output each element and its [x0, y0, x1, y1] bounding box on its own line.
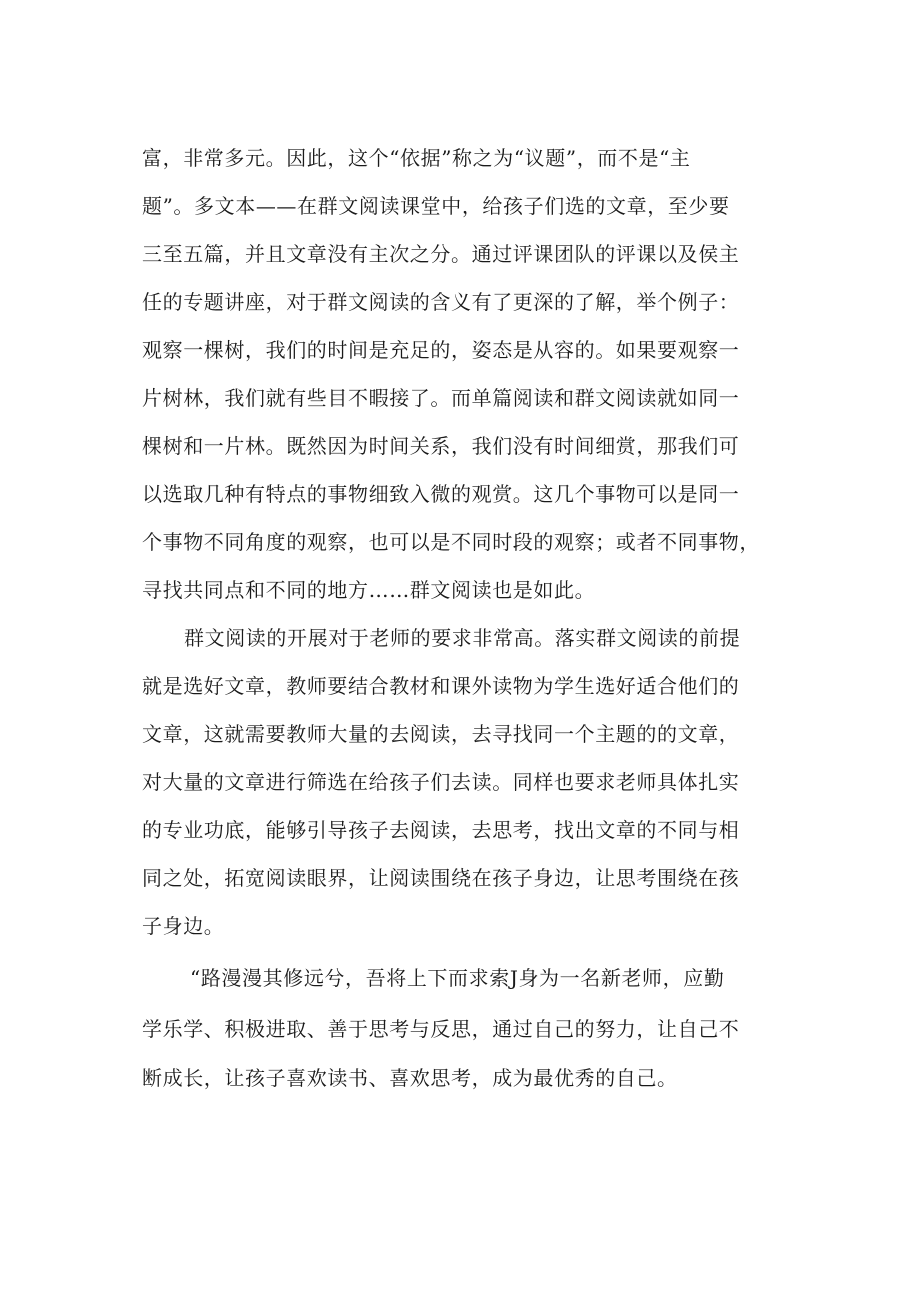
p2-line-1: 群文阅读的开展对于老师的要求非常高。落实群文阅读的前提 — [184, 626, 741, 650]
p1-line-1: 富，非常多元。因此，这个“依据”称之为“议题”，而不是“主 — [142, 146, 691, 170]
p1-line-2: 题”。多文本——在群文阅读课堂中，给孩子们选的文章，至少要 — [142, 194, 730, 218]
p3-line-1: “路漫漫其修远兮，吾将上下而求索J身为一名新老师，应勤 — [190, 966, 725, 990]
p3-line-2: 学乐学、积极进取、善于思考与反思，通过自己的努力，让自己不 — [142, 1017, 740, 1041]
p1-line-3: 三至五篇，并且文章没有主次之分。通过评课团队的评课以及侯主 — [142, 242, 740, 266]
p1-line-5: 观察一棵树，我们的时间是充足的，姿态是从容的。如果要观察一 — [142, 338, 740, 362]
p2-line-5: 的专业功底，能够引导孩子去阅读，去思考，找出文章的不同与相 — [142, 818, 740, 842]
p2-line-3: 文章，这就需要教师大量的去阅读，去寻找同一个主题的的文章， — [142, 722, 740, 746]
p1-line-10: 寻找共同点和不同的地方……群文阅读也是如此。 — [142, 578, 596, 602]
p2-line-7: 子身边。 — [142, 914, 225, 938]
p1-line-9: 个事物不同角度的观察，也可以是不同时段的观察；或者不同事物， — [142, 530, 760, 554]
p1-line-4: 任的专题讲座，对于群文阅读的含义有了更深的了解，举个例子： — [142, 290, 740, 314]
p2-line-2: 就是选好文章，教师要结合教材和课外读物为学生选好适合他们的 — [142, 674, 740, 698]
p3-line-3: 断成长，让孩子喜欢读书、喜欢思考，成为最优秀的自己。 — [142, 1066, 678, 1090]
p1-line-6: 片树林，我们就有些目不暇接了。而单篇阅读和群文阅读就如同一 — [142, 386, 740, 410]
p1-line-8: 以选取几种有特点的事物细致入微的观赏。这几个事物可以是同一 — [142, 482, 740, 506]
p2-line-6: 同之处，拓宽阅读眼界，让阅读围绕在孩子身边，让思考围绕在孩 — [142, 866, 740, 890]
p1-line-7: 棵树和一片林。既然因为时间关系，我们没有时间细赏，那我们可 — [142, 434, 740, 458]
p2-line-4: 对大量的文章进行筛选在给孩子们去读。同样也要求老师具体扎实 — [142, 770, 740, 794]
